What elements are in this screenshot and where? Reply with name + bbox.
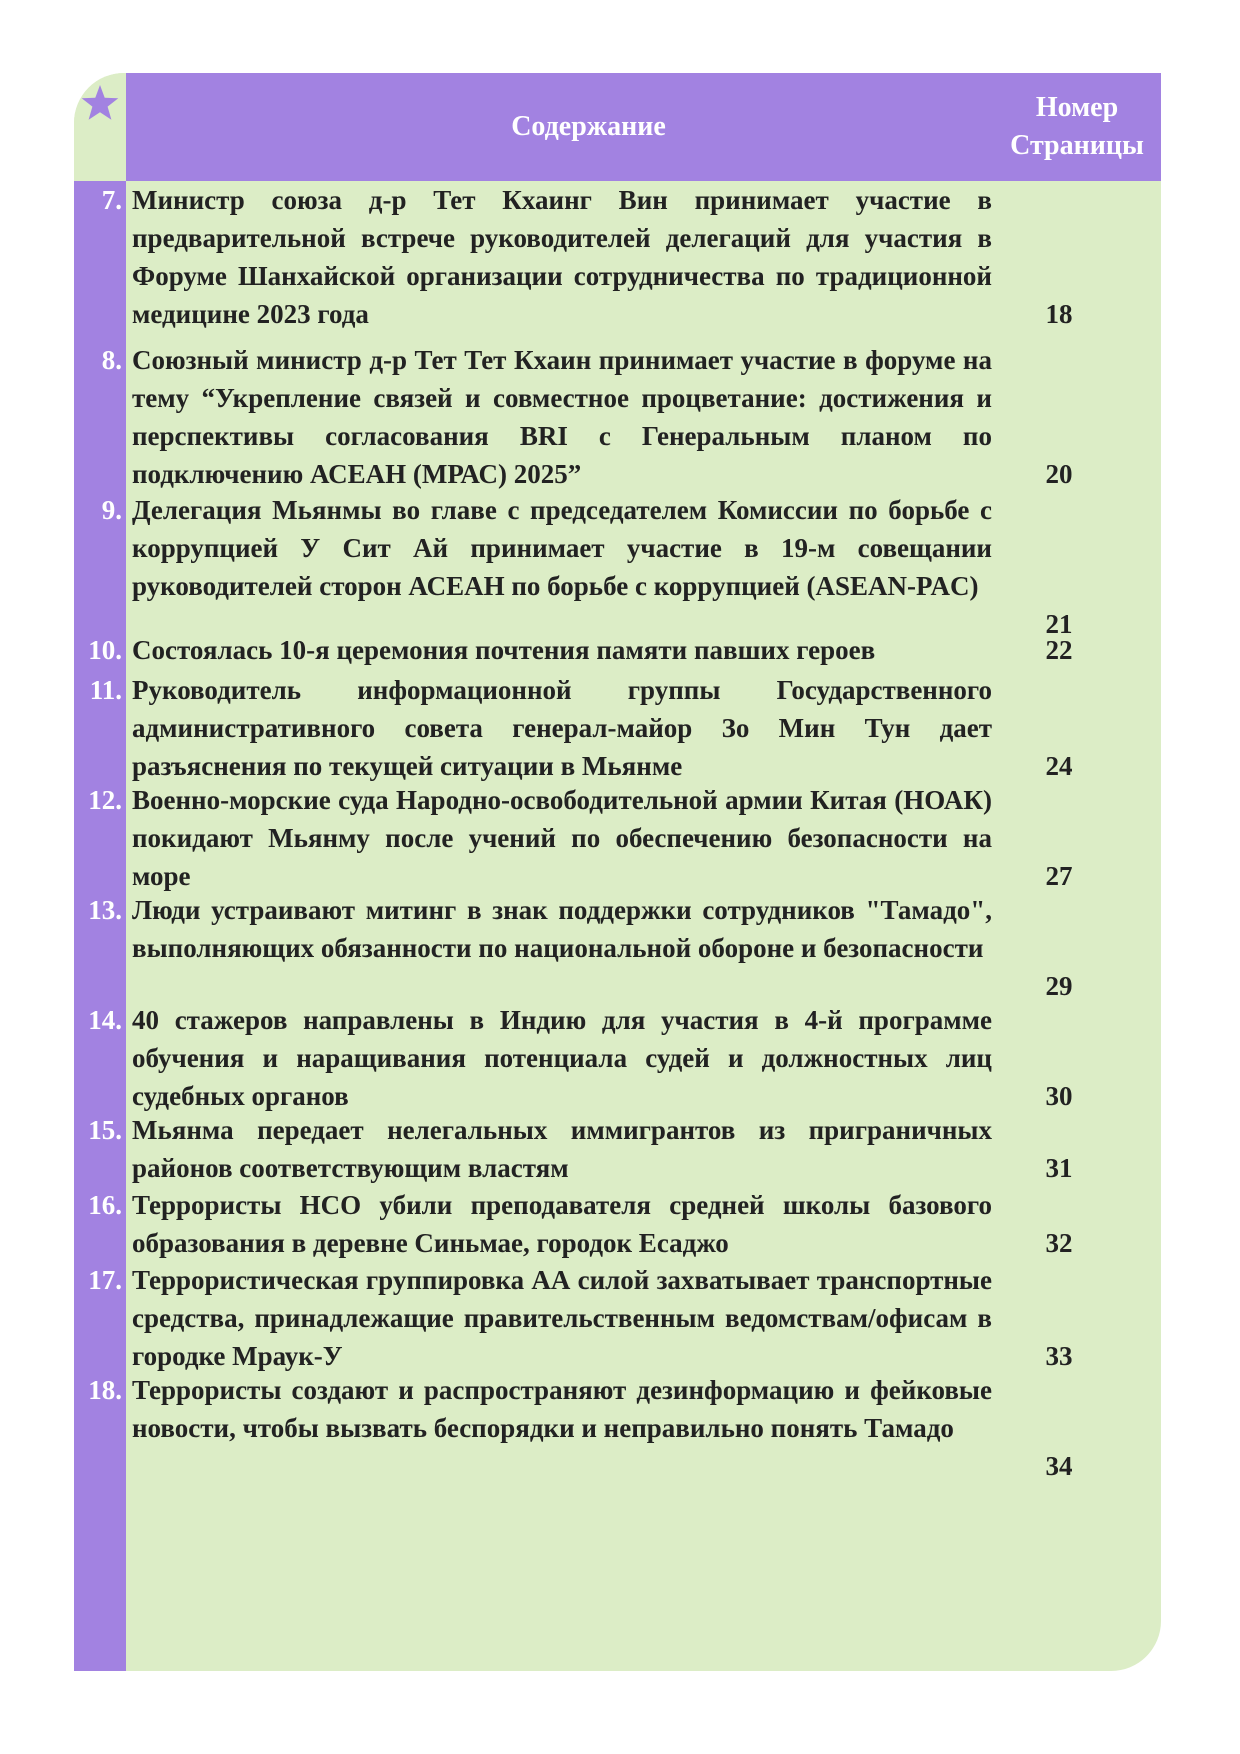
- entry-title: Мьянма передает нелегальных иммигрантов из приграничных районов соответствующим властям: [132, 1115, 992, 1183]
- entry-number: 13.: [88, 895, 122, 925]
- entry-number: 10.: [88, 635, 122, 665]
- toc-entry[interactable]: [74, 891, 1161, 1005]
- entry-title: Руководитель информационной группы Государственного административного совета генерал-майор Зо Мин Тун дает разъяснения по текущей ситуации в Мьянме: [132, 675, 992, 781]
- entry-page-number: 30: [1045, 1081, 1073, 1111]
- header-title: Содержание: [511, 111, 666, 142]
- entry-number: 17.: [88, 1265, 122, 1295]
- entry-number: 12.: [88, 785, 122, 815]
- toc-entry[interactable]: [74, 631, 1161, 669]
- entry-page-number: 29: [1045, 971, 1073, 1001]
- star-icon: [80, 83, 120, 123]
- entry-page-number: 18: [1045, 299, 1073, 329]
- toc-header: [126, 73, 1161, 181]
- header-page-label: Номер Страницы: [1010, 92, 1144, 161]
- toc-entry[interactable]: [74, 781, 1161, 895]
- toc-entry[interactable]: [74, 1111, 1161, 1187]
- star-corner: [74, 73, 126, 181]
- entry-title: Состоялась 10-я церемония почтения памяти павших героев: [132, 635, 876, 665]
- entry-number: 9.: [101, 495, 122, 525]
- entry-page-number: 31: [1045, 1153, 1073, 1183]
- entry-number: 15.: [88, 1115, 122, 1145]
- entry-number: 7.: [101, 185, 122, 215]
- toc-entry[interactable]: [74, 491, 1161, 643]
- entry-title: Военно-морские суда Народно-освободительной армии Китая (НОАК) покидают Мьянму после учений по обеспечению безопасности на море: [132, 785, 992, 891]
- entry-title: Союзный министр д-р Тет Тет Кхаин принимает участие в форуме на тему “Укрепление связей и совместное процветание: достижения и перспективы согласования BRI с Генеральным планом по подключению АСЕАН (МРАС) 2025”: [132, 345, 992, 489]
- entry-title: Террористическая группировка АА силой захватывает транспортные средства, принадлежащие правительственным ведомствам/офисам в городке Мраук-У: [132, 1265, 992, 1371]
- toc-entry[interactable]: [74, 1261, 1161, 1375]
- toc-entry[interactable]: [74, 181, 1161, 333]
- entry-page-number: 21: [1045, 609, 1073, 639]
- entry-title: Террористы создают и распространяют дезинформацию и фейковые новости, чтобы вызвать беспорядки и неправильно понять Тамадо: [132, 1375, 992, 1443]
- toc-entry[interactable]: [74, 1001, 1161, 1115]
- toc-entry[interactable]: [74, 1186, 1161, 1262]
- entry-number: 18.: [88, 1375, 122, 1405]
- entry-page-number: 32: [1045, 1228, 1073, 1258]
- entry-page-number: 34: [1045, 1451, 1073, 1481]
- entry-page-number: 24: [1045, 751, 1073, 781]
- entry-number: 14.: [88, 1005, 122, 1035]
- entry-number: 16.: [88, 1190, 122, 1220]
- entry-title: Террористы НСО убили преподавателя средней школы базового образования в деревне Синьмае, городок Есаджо: [132, 1190, 992, 1258]
- entry-number: 8.: [101, 345, 122, 375]
- toc-table: [74, 73, 1161, 1671]
- toc-entry[interactable]: [74, 671, 1161, 785]
- entry-title: Министр союза д-р Тет Кхаинг Вин принимает участие в предварительной встрече руководителей делегаций для участия в Форуме Шанхайской организации сотрудничества по традиционной медицине 2023 года: [132, 185, 992, 329]
- toc-entry[interactable]: [74, 1371, 1161, 1485]
- entry-page-number: 33: [1045, 1341, 1073, 1371]
- toc-entry[interactable]: [74, 341, 1161, 493]
- entry-page-number: 27: [1045, 861, 1073, 891]
- entry-title: Люди устраивают митинг в знак поддержки сотрудников "Тамадо", выполняющих обязанности по национальной обороне и безопасности: [132, 895, 992, 963]
- entry-title: Делегация Мьянмы во главе с председателем Комиссии по борьбе с коррупцией У Сит Ай принимает участие в 19-м совещании руководителей сторон АСЕАН по борьбе с коррупцией (ASEAN-PAC): [132, 495, 992, 601]
- entry-page-number: 20: [1045, 459, 1073, 489]
- entry-title: 40 стажеров направлены в Индию для участия в 4-й программе обучения и наращивания потенциала судей и должностных лиц судебных органов: [132, 1005, 992, 1111]
- entry-number: 11.: [89, 675, 122, 705]
- entry-page-number: 22: [1045, 635, 1073, 665]
